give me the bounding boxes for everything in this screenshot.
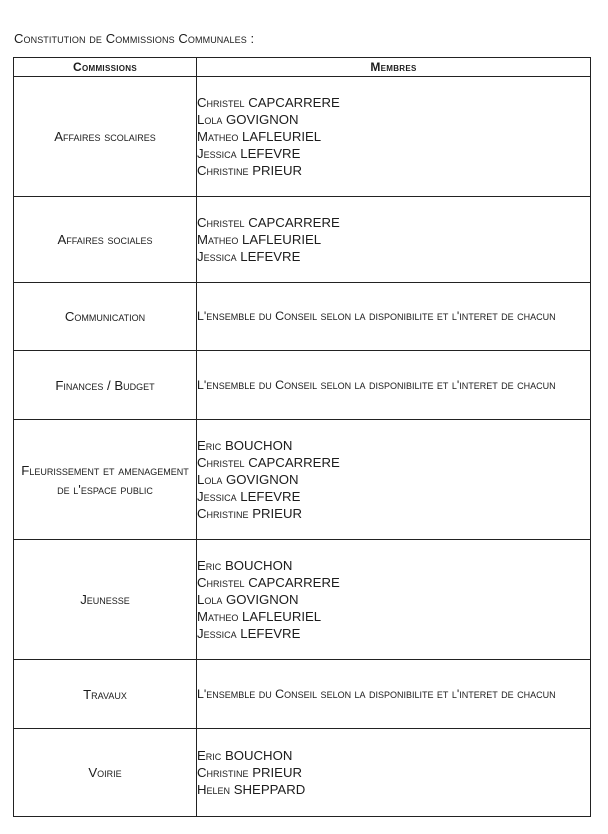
member-name: Jessica LEFEVRE (197, 146, 301, 161)
header-membres: Membres (197, 58, 591, 77)
members-cell (197, 197, 591, 283)
member-name: Christine PRIEUR (197, 506, 303, 521)
table-header-row (14, 58, 591, 77)
member-name: Christel CAPCARRERE (197, 215, 340, 230)
commission-name: Affaires sociales (14, 197, 197, 283)
table-row (14, 729, 591, 817)
members-cell (197, 729, 591, 817)
table-row (14, 540, 591, 660)
table-row (14, 420, 591, 540)
member-name: Christel CAPCARRERE (197, 575, 340, 590)
commission-name: Finances / Budget (14, 351, 197, 420)
commissions-table (13, 57, 591, 817)
member-name: Christine PRIEUR (197, 765, 303, 780)
members-cell (197, 540, 591, 660)
member-name: Jessica LEFEVRE (197, 249, 301, 264)
member-name: Lola GOVIGNON (197, 112, 299, 127)
commission-name: Voirie (14, 729, 197, 817)
member-name: Eric BOUCHON (197, 558, 293, 573)
member-name: Matheo LAFLEURIEL (197, 129, 322, 144)
commission-name: Communication (14, 283, 197, 351)
member-name: Lola GOVIGNON (197, 592, 299, 607)
members-text: L'ensemble du Conseil selon la disponibilite et l'interet de chacun (197, 377, 556, 392)
members-cell (197, 351, 591, 420)
member-name: Jessica LEFEVRE (197, 626, 301, 641)
member-name: Matheo LAFLEURIEL (197, 609, 322, 624)
table-row (14, 197, 591, 283)
member-name: Jessica LEFEVRE (197, 489, 301, 504)
member-name: Lola GOVIGNON (197, 472, 299, 487)
member-name: Christine PRIEUR (197, 163, 303, 178)
member-name: Christel CAPCARRERE (197, 95, 340, 110)
table-row (14, 77, 591, 197)
members-cell (197, 283, 591, 351)
members-text: L'ensemble du Conseil selon la disponibilite et l'interet de chacun (197, 686, 556, 701)
commission-name: Fleurissement et amenagement de l'espace public (14, 420, 197, 540)
members-text: L'ensemble du Conseil selon la disponibilite et l'interet de chacun (197, 309, 556, 323)
table-row (14, 351, 591, 420)
members-cell (197, 420, 591, 540)
commission-name: Travaux (14, 660, 197, 729)
table-row (14, 283, 591, 351)
member-name: Christel CAPCARRERE (197, 455, 340, 470)
member-name: Eric BOUCHON (197, 438, 293, 453)
commission-name: Affaires scolaires (14, 77, 197, 197)
member-name: Eric BOUCHON (197, 748, 293, 763)
member-name: Helen SHEPPARD (197, 782, 306, 797)
table-row (14, 660, 591, 729)
document-title: Constitution de Commissions Communales : (14, 31, 255, 46)
members-cell (197, 660, 591, 729)
header-commissions: Commissions (14, 58, 197, 77)
member-name: Matheo LAFLEURIEL (197, 232, 322, 247)
members-cell (197, 77, 591, 197)
commission-name: Jeunesse (14, 540, 197, 660)
